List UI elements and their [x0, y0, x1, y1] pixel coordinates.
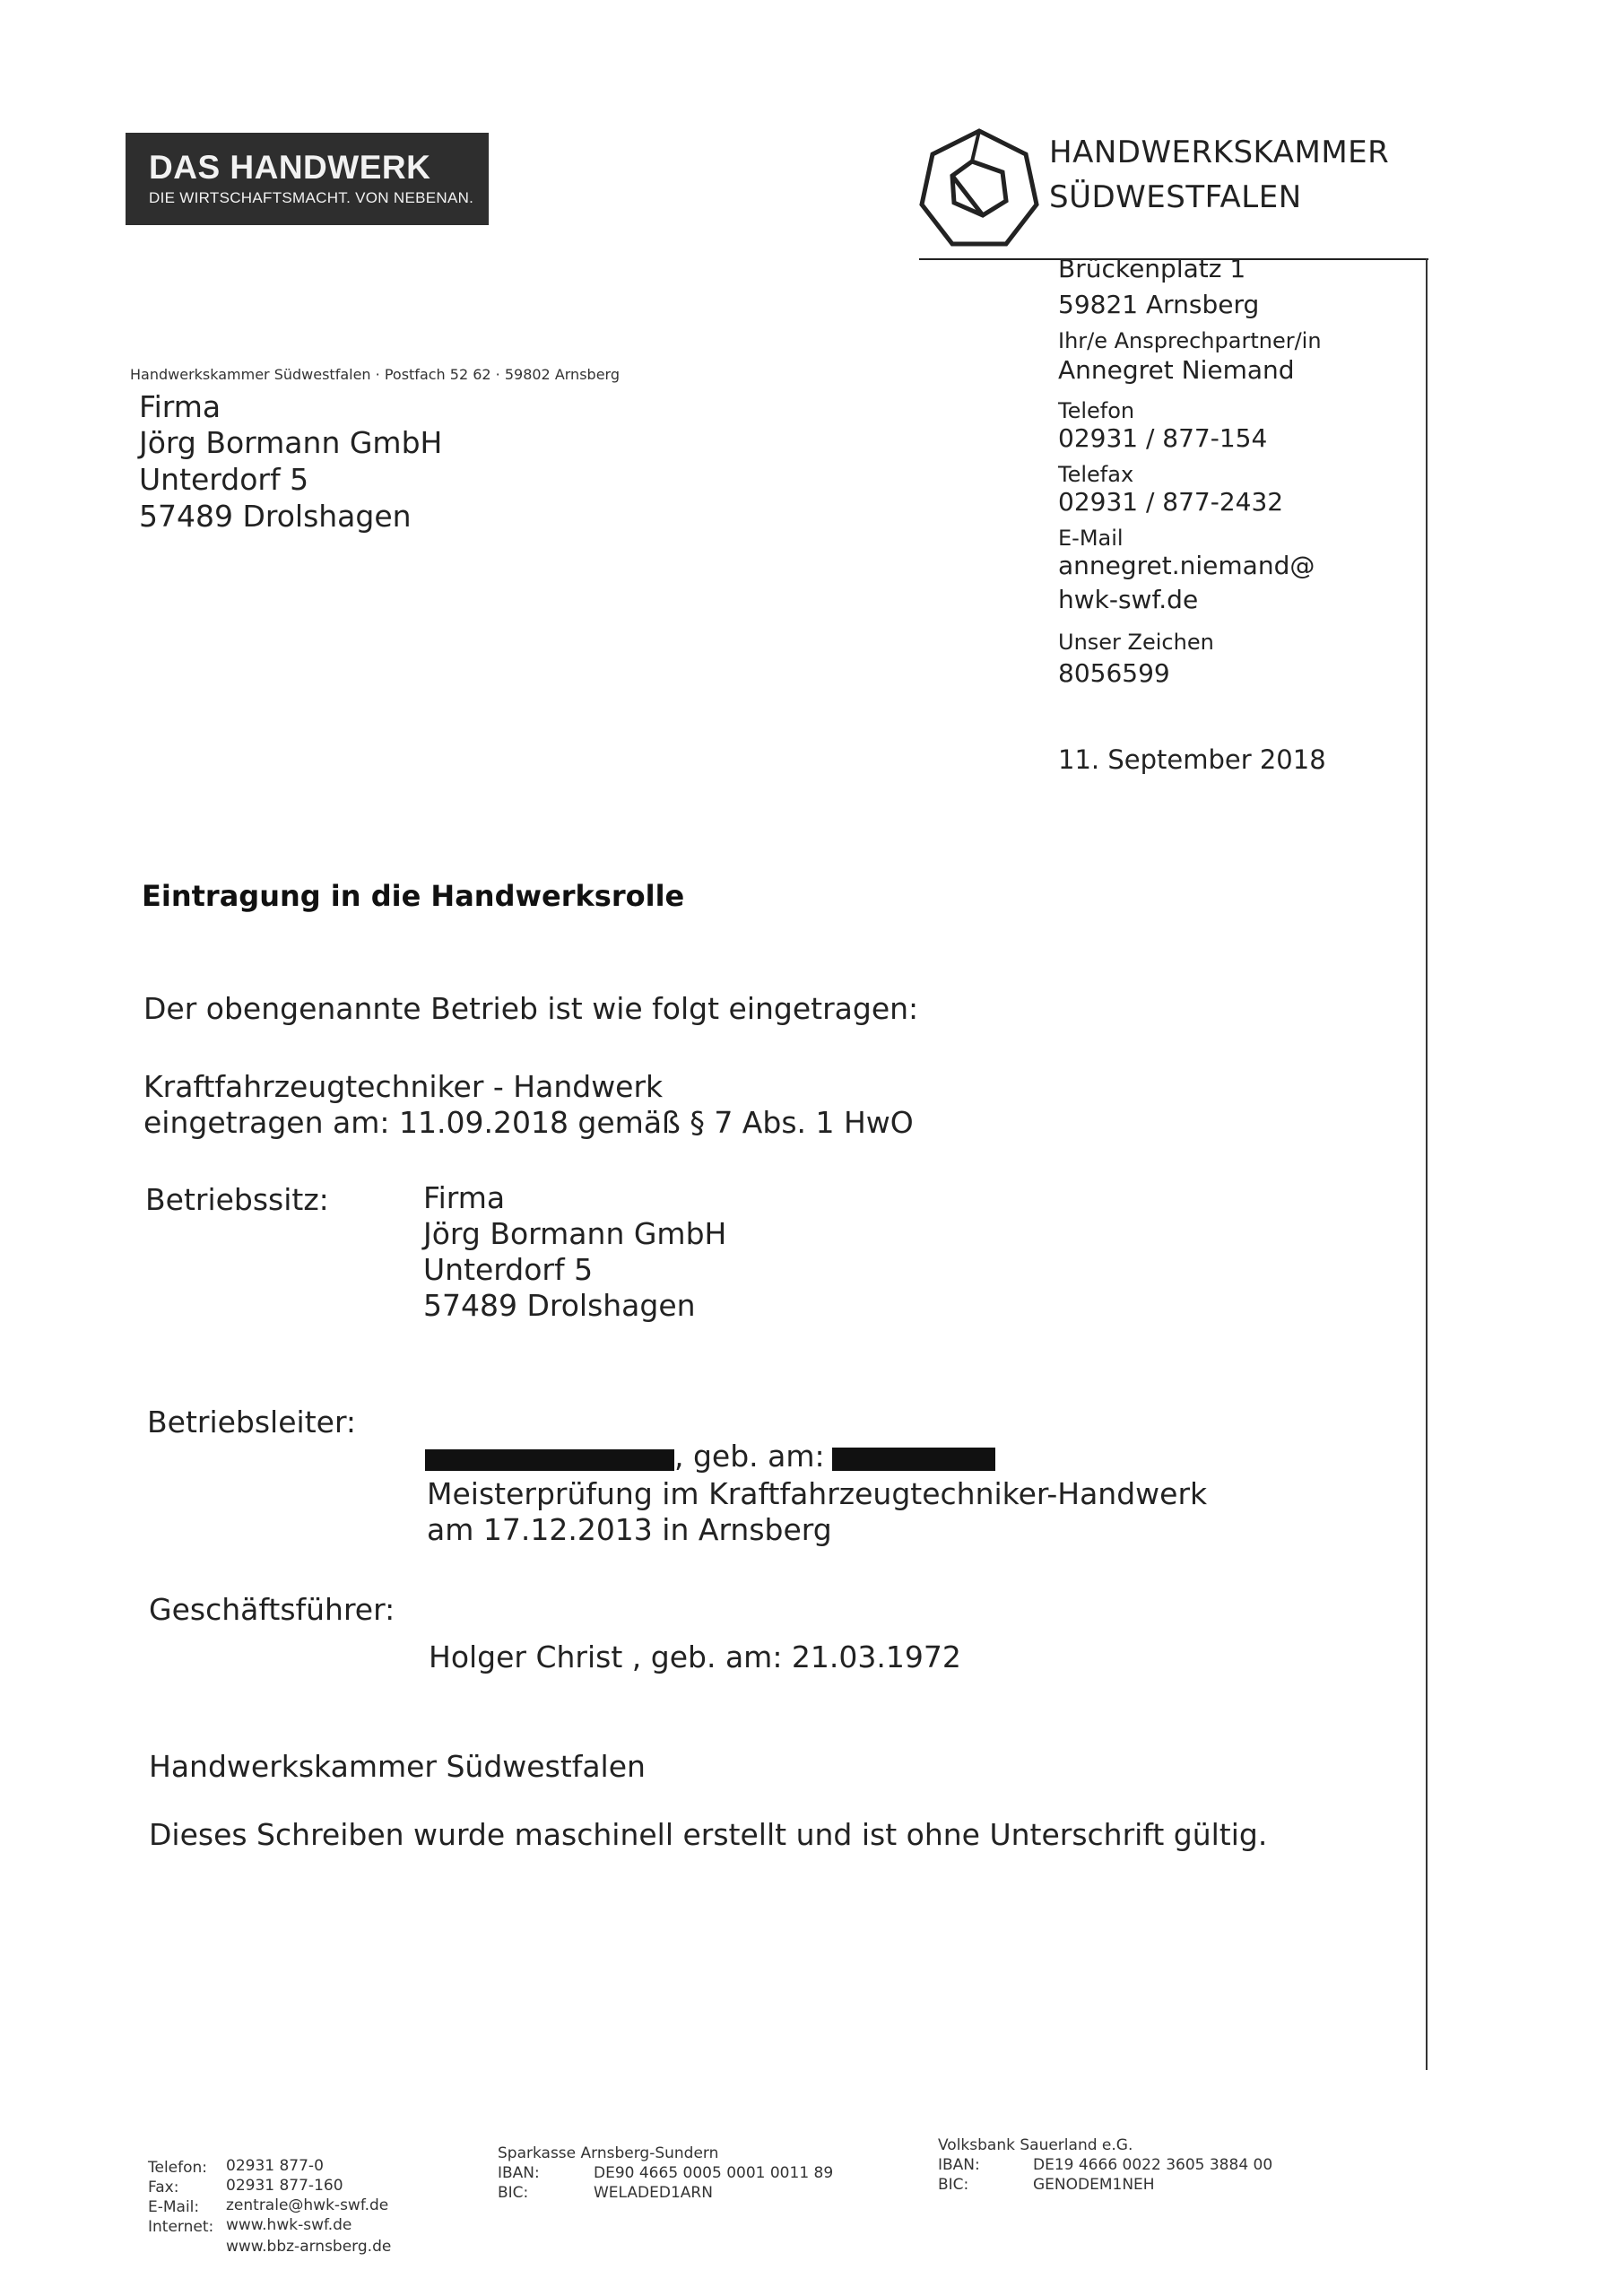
phone-value: 02931 / 877-154: [1058, 423, 1268, 453]
manager-label: Betriebsleiter:: [147, 1405, 357, 1439]
footer-bank2-iban-label: IBAN:: [938, 2156, 980, 2174]
contact-label: Ihr/e Ansprechpartner/in: [1058, 328, 1322, 353]
footer-phone: 02931 877-0: [226, 2157, 324, 2175]
footer-bank2-bic: GENODEM1NEH: [1033, 2176, 1155, 2194]
body-intro: Der obengenannte Betrieb ist wie folgt eingetragen:: [143, 991, 919, 1026]
footer-bank1-iban: DE90 4665 0005 0001 0011 89: [594, 2164, 834, 2182]
phone-label: Telefon: [1058, 398, 1135, 423]
footer-bank1-bic-label: BIC:: [498, 2184, 529, 2202]
subject-line: Eintragung in die Handwerksrolle: [142, 879, 685, 913]
footer-email-label: E-Mail:: [148, 2198, 200, 2216]
email-label: E-Mail: [1058, 526, 1124, 551]
manager-exam: Meisterprüfung im Kraftfahrzeugtechniker-Handwerk: [427, 1476, 1208, 1511]
reference-value: 8056599: [1058, 658, 1170, 688]
frame-right-line: [1426, 258, 1428, 2070]
footer-email: zentrale@hwk-swf.de: [226, 2196, 389, 2214]
logo-subtitle: DIE WIRTSCHAFTSMACHT. VON NEBENAN.: [149, 189, 474, 206]
footer-bank2-iban: DE19 4666 0022 3605 3884 00: [1033, 2156, 1273, 2174]
return-address: Handwerkskammer Südwestfalen · Postfach 52 62 · 59802 Arnsberg: [130, 366, 620, 383]
email-line2: hwk-swf.de: [1058, 585, 1199, 614]
manager-born-label: , geb. am:: [674, 1439, 825, 1474]
footer-bank2-bic-label: BIC:: [938, 2176, 969, 2194]
footer-web2: www.bbz-arnsberg.de: [226, 2238, 392, 2256]
footer-fax-label: Fax:: [148, 2179, 179, 2196]
footer-bank1-bic: WELADED1ARN: [594, 2184, 713, 2202]
closing-organization: Handwerkskammer Südwestfalen: [149, 1749, 646, 1784]
letter-date: 11. September 2018: [1058, 744, 1326, 775]
seat-line2: Jörg Bormann GmbH: [423, 1216, 727, 1251]
email-line1: annegret.niemand@: [1058, 551, 1315, 580]
seat-line1: Firma: [423, 1180, 506, 1215]
hwk-name-line2: SÜDWESTFALEN: [1049, 179, 1302, 215]
closing-note: Dieses Schreiben wurde maschinell erstellt und ist ohne Unterschrift gültig.: [149, 1817, 1268, 1852]
director-value: Holger Christ , geb. am: 21.03.1972: [429, 1639, 961, 1674]
reference-label: Unser Zeichen: [1058, 630, 1214, 655]
footer-bank2-name: Volksbank Sauerland e.G.: [938, 2136, 1133, 2154]
footer-web-label: Internet:: [148, 2218, 214, 2236]
recipient-line3: Unterdorf 5: [139, 462, 309, 497]
recipient-line1: Firma: [139, 389, 221, 424]
footer-web1: www.hwk-swf.de: [226, 2216, 352, 2234]
das-handwerk-logo: [126, 133, 489, 225]
sender-street: Brückenplatz 1: [1058, 254, 1246, 283]
manager-exam-date: am 17.12.2013 in Arnsberg: [427, 1512, 832, 1547]
hwk-name-line1: HANDWERKSKAMMER: [1049, 135, 1390, 170]
redaction-bar: [425, 1449, 674, 1471]
contact-name: Annegret Niemand: [1058, 355, 1295, 385]
fax-label: Telefax: [1058, 462, 1134, 487]
seat-line4: 57489 Drolshagen: [423, 1288, 696, 1323]
body-registered: eingetragen am: 11.09.2018 gemäß § 7 Abs. 1 HwO: [143, 1105, 914, 1140]
hwk-logo-icon: [916, 126, 1042, 251]
body-trade: Kraftfahrzeugtechniker - Handwerk: [143, 1069, 664, 1104]
director-label: Geschäftsführer:: [149, 1592, 395, 1627]
footer-bank1-name: Sparkasse Arnsberg-Sundern: [498, 2144, 719, 2162]
redaction-bar: [832, 1448, 995, 1471]
seat-line3: Unterdorf 5: [423, 1252, 594, 1287]
recipient-line2: Jörg Bormann GmbH: [139, 425, 443, 460]
seat-label: Betriebssitz:: [145, 1182, 329, 1217]
logo-title: DAS HANDWERK: [149, 149, 431, 186]
footer-fax: 02931 877-160: [226, 2177, 343, 2195]
sender-city: 59821 Arnsberg: [1058, 290, 1260, 319]
footer-phone-label: Telefon:: [148, 2159, 208, 2177]
footer-bank1-iban-label: IBAN:: [498, 2164, 540, 2182]
recipient-line4: 57489 Drolshagen: [139, 499, 412, 534]
fax-value: 02931 / 877-2432: [1058, 487, 1284, 517]
